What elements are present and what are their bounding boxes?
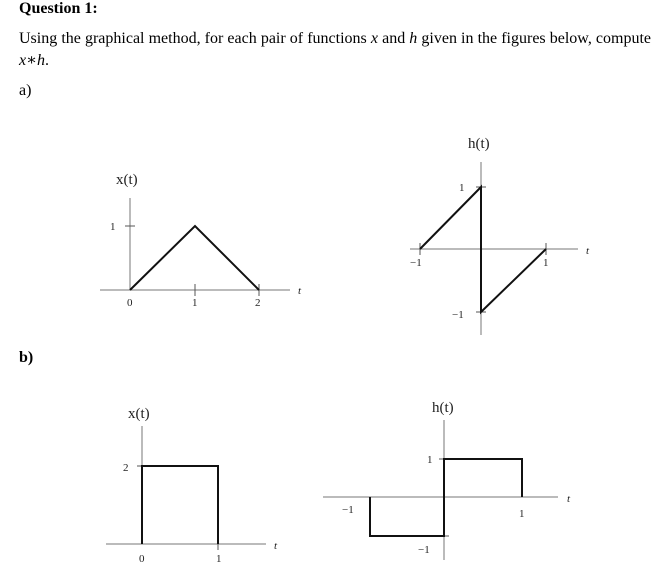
a-x-t-label: t	[298, 285, 302, 297]
text-pre: Using the graphical method, for each pair of functions	[19, 30, 371, 47]
figure-a-h	[410, 136, 590, 335]
b-x-rect-curve	[142, 466, 218, 544]
b-h-ytick-label-neg: −1	[418, 544, 430, 556]
a-x-xtick-label-1: 1	[192, 297, 198, 309]
a-h-ytick-label-neg: −1	[452, 309, 464, 321]
question-title: Question 1:	[19, 0, 98, 17]
a-h-ytick-label-pos: 1	[459, 182, 465, 194]
a-x-triangle-curve	[130, 226, 259, 290]
figure-b-x	[106, 406, 278, 565]
b-h-xtick-label-pos: 1	[519, 508, 525, 520]
b-x-func-label: x(t)	[128, 406, 150, 422]
a-x-xtick-label-2: 2	[255, 297, 261, 309]
a-h-t-label: t	[586, 245, 590, 257]
a-h-xtick-label-pos: 1	[543, 257, 549, 269]
var-h: h	[409, 30, 418, 47]
b-h-xtick-label-neg: −1	[342, 504, 354, 516]
text-mid: given in the figures below, compute	[417, 30, 652, 47]
a-x-func-label: x(t)	[116, 172, 138, 188]
text-and: and	[378, 30, 410, 47]
convolution-expr: x∗h	[19, 52, 45, 69]
b-h-ytick-label-pos: 1	[427, 454, 433, 466]
b-x-xtick-label-0: 0	[139, 553, 145, 565]
b-h-t-label: t	[567, 493, 571, 505]
b-x-xtick-label-1: 1	[216, 553, 222, 565]
part-b-label: b)	[19, 349, 34, 366]
a-h-xtick-label-neg: −1	[410, 257, 422, 269]
var-x: x	[370, 30, 378, 47]
a-x-xtick-label-0: 0	[127, 297, 133, 309]
a-x-ytick-label: 1	[110, 221, 116, 233]
a-h-func-label: h(t)	[468, 136, 490, 152]
part-a-label: a)	[19, 82, 32, 99]
b-x-ytick-label: 2	[123, 462, 129, 474]
b-h-func-label: h(t)	[432, 400, 454, 416]
b-x-t-label: t	[274, 540, 278, 552]
text-end: .	[44, 52, 49, 69]
figure-a-x	[100, 172, 302, 309]
figure-b-h	[323, 400, 571, 560]
